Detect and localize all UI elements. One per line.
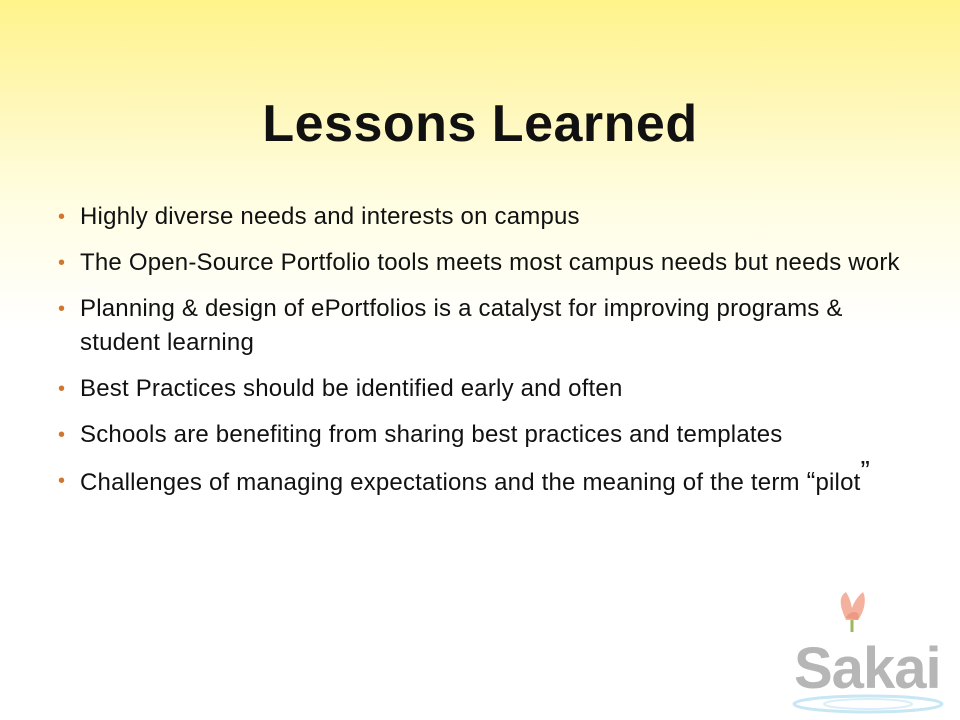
- bullet-text: Highly diverse needs and interests on campus: [80, 203, 580, 230]
- bullet-text: Best Practices should be identified early and often: [80, 375, 623, 402]
- bullet-icon: •: [58, 252, 66, 274]
- quote-close: ”: [860, 455, 871, 486]
- bullet-icon: •: [58, 206, 66, 228]
- bullet-icon: •: [58, 470, 66, 492]
- bullet-item: [58, 455, 918, 500]
- bullet-item: [58, 372, 918, 406]
- bullet-icon: •: [58, 424, 66, 446]
- bullet-icon: •: [58, 298, 66, 320]
- bullet-list: [58, 200, 918, 512]
- tulip-icon: [841, 592, 865, 632]
- quoted-word: pilot: [815, 469, 861, 496]
- logo-wordmark: Sakai: [794, 636, 941, 701]
- bullet-text: Planning & design of ePortfolios is a catalyst for improving programs & student learning: [80, 295, 843, 356]
- bullet-item: [58, 418, 918, 452]
- slide-title: Lessons Learned: [262, 95, 698, 153]
- bullet-item: [58, 200, 918, 234]
- bullet-icon: •: [58, 378, 66, 400]
- sakai-logo: [788, 592, 960, 720]
- bullet-item: [58, 292, 918, 360]
- bullet-text: Schools are benefiting from sharing best practices and templates: [80, 421, 783, 448]
- bullet-text: The Open-Source Portfolio tools meets most campus needs but needs work: [80, 249, 900, 276]
- bullet-text: Challenges of managing expectations and the meaning of the term: [80, 469, 807, 496]
- bullet-item: [58, 246, 918, 280]
- quote-open: “: [806, 466, 816, 496]
